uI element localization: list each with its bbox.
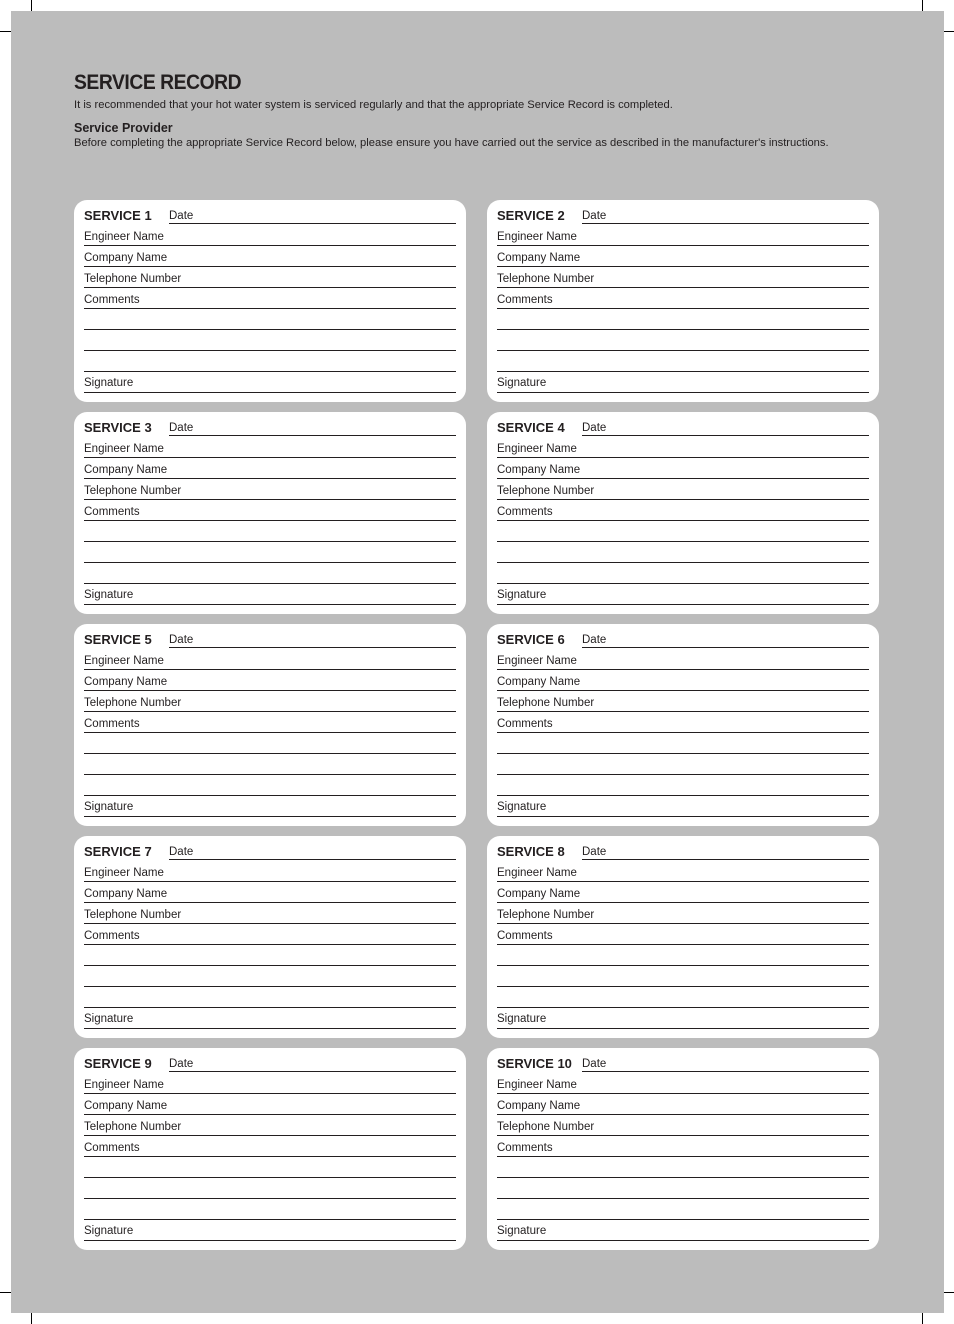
date-label: Date	[169, 846, 194, 858]
engineer-name-label: Engineer Name	[497, 443, 577, 455]
comments-line[interactable]	[84, 1198, 456, 1199]
service-provider-text: Before completing the appropriate Service Record below, please ensure you have carried out the service as described in the manufacturer's instructions.	[74, 137, 829, 149]
telephone-number-label: Telephone Number	[497, 697, 595, 709]
telephone-number-label: Telephone Number	[497, 485, 595, 497]
telephone-number-field[interactable]	[497, 1135, 869, 1136]
comments-line[interactable]	[84, 329, 456, 330]
telephone-number-label: Telephone Number	[497, 273, 595, 285]
engineer-name-field[interactable]	[84, 669, 456, 670]
comments-line[interactable]	[84, 986, 456, 987]
company-name-label: Company Name	[497, 888, 581, 900]
service-title: SERVICE 4	[497, 420, 565, 435]
date-label: Date	[582, 422, 607, 434]
engineer-name-field[interactable]	[497, 457, 869, 458]
engineer-name-field[interactable]	[497, 881, 869, 882]
date-field[interactable]	[169, 859, 456, 860]
company-name-label: Company Name	[84, 676, 168, 688]
service-title: SERVICE 1	[84, 208, 152, 223]
service-title: SERVICE 7	[84, 844, 152, 859]
comments-line[interactable]	[84, 583, 456, 584]
date-field[interactable]	[169, 1071, 456, 1072]
comments-field[interactable]	[84, 1156, 456, 1157]
comments-line[interactable]	[84, 562, 456, 563]
comments-label: Comments	[497, 294, 553, 306]
comments-line[interactable]	[84, 1007, 456, 1008]
signature-field[interactable]	[84, 1240, 456, 1241]
comments-line[interactable]	[84, 753, 456, 754]
date-field[interactable]	[582, 435, 869, 436]
comments-field[interactable]	[497, 308, 869, 309]
comments-label: Comments	[497, 930, 553, 942]
service-card	[487, 200, 879, 402]
telephone-number-label: Telephone Number	[84, 273, 182, 285]
date-label: Date	[169, 210, 194, 222]
engineer-name-label: Engineer Name	[84, 443, 164, 455]
company-name-label: Company Name	[84, 1100, 168, 1112]
comments-line[interactable]	[84, 1177, 456, 1178]
telephone-number-field[interactable]	[497, 711, 869, 712]
date-field[interactable]	[582, 223, 869, 224]
service-card	[74, 200, 466, 402]
company-name-field[interactable]	[84, 266, 456, 267]
comments-field[interactable]	[84, 520, 456, 521]
telephone-number-field[interactable]	[497, 499, 869, 500]
comments-line[interactable]	[497, 1219, 869, 1220]
signature-label: Signature	[84, 1013, 134, 1025]
company-name-field[interactable]	[84, 902, 456, 903]
engineer-name-label: Engineer Name	[497, 867, 577, 879]
telephone-number-field[interactable]	[84, 499, 456, 500]
comments-field[interactable]	[84, 732, 456, 733]
service-title: SERVICE 6	[497, 632, 565, 647]
company-name-label: Company Name	[84, 464, 168, 476]
telephone-number-field[interactable]	[497, 923, 869, 924]
telephone-number-field[interactable]	[497, 287, 869, 288]
engineer-name-field[interactable]	[84, 881, 456, 882]
company-name-label: Company Name	[497, 464, 581, 476]
signature-field[interactable]	[497, 1028, 869, 1029]
date-field[interactable]	[169, 435, 456, 436]
company-name-label: Company Name	[497, 252, 581, 264]
comments-line[interactable]	[84, 350, 456, 351]
engineer-name-field[interactable]	[497, 669, 869, 670]
comments-line[interactable]	[497, 965, 869, 966]
signature-field[interactable]	[497, 1240, 869, 1241]
engineer-name-field[interactable]	[84, 457, 456, 458]
engineer-name-label: Engineer Name	[497, 1079, 577, 1091]
signature-label: Signature	[84, 801, 134, 813]
intro-text: It is recommended that your hot water system is serviced regularly and that the appropriate Service Record is completed.	[74, 99, 673, 111]
service-title: SERVICE 9	[84, 1056, 152, 1071]
company-name-field[interactable]	[497, 902, 869, 903]
service-title: SERVICE 8	[497, 844, 565, 859]
company-name-label: Company Name	[497, 676, 581, 688]
signature-label: Signature	[84, 1225, 134, 1237]
service-card	[487, 836, 879, 1038]
telephone-number-label: Telephone Number	[84, 1121, 182, 1133]
date-label: Date	[169, 422, 194, 434]
page-title: SERVICE RECORD	[74, 71, 242, 94]
comments-line[interactable]	[84, 795, 456, 796]
telephone-number-label: Telephone Number	[84, 909, 182, 921]
comments-line[interactable]	[84, 774, 456, 775]
date-field[interactable]	[169, 223, 456, 224]
signature-field[interactable]	[497, 604, 869, 605]
telephone-number-field[interactable]	[84, 711, 456, 712]
company-name-field[interactable]	[497, 266, 869, 267]
engineer-name-label: Engineer Name	[497, 231, 577, 243]
service-card	[74, 1048, 466, 1250]
company-name-field[interactable]	[497, 478, 869, 479]
signature-label: Signature	[497, 801, 547, 813]
comments-line[interactable]	[497, 795, 869, 796]
date-field[interactable]	[582, 859, 869, 860]
telephone-number-label: Telephone Number	[497, 909, 595, 921]
comments-line[interactable]	[497, 583, 869, 584]
service-title: SERVICE 5	[84, 632, 152, 647]
engineer-name-field[interactable]	[497, 1093, 869, 1094]
signature-field[interactable]	[84, 604, 456, 605]
service-card	[487, 1048, 879, 1250]
engineer-name-field[interactable]	[84, 1093, 456, 1094]
comments-field[interactable]	[84, 944, 456, 945]
telephone-number-field[interactable]	[84, 923, 456, 924]
comments-field[interactable]	[497, 944, 869, 945]
comments-line[interactable]	[497, 329, 869, 330]
comments-line[interactable]	[497, 1177, 869, 1178]
comments-label: Comments	[84, 506, 140, 518]
engineer-name-label: Engineer Name	[84, 655, 164, 667]
comments-line[interactable]	[497, 350, 869, 351]
comments-line[interactable]	[497, 1198, 869, 1199]
engineer-name-label: Engineer Name	[84, 1079, 164, 1091]
comments-line[interactable]	[84, 541, 456, 542]
comments-line[interactable]	[84, 965, 456, 966]
comments-field[interactable]	[497, 520, 869, 521]
service-card	[74, 412, 466, 614]
comments-line[interactable]	[497, 371, 869, 372]
company-name-label: Company Name	[84, 888, 168, 900]
signature-label: Signature	[497, 1013, 547, 1025]
date-label: Date	[582, 1058, 607, 1070]
comments-line[interactable]	[497, 562, 869, 563]
comments-label: Comments	[84, 718, 140, 730]
signature-label: Signature	[497, 377, 547, 389]
telephone-number-field[interactable]	[84, 1135, 456, 1136]
telephone-number-label: Telephone Number	[84, 485, 182, 497]
comments-field[interactable]	[84, 308, 456, 309]
comments-label: Comments	[497, 1142, 553, 1154]
date-label: Date	[582, 634, 607, 646]
date-field[interactable]	[169, 647, 456, 648]
telephone-number-field[interactable]	[84, 287, 456, 288]
service-provider-heading: Service Provider	[74, 121, 173, 135]
comments-label: Comments	[84, 1142, 140, 1154]
service-card	[487, 624, 879, 826]
company-name-field[interactable]	[84, 1114, 456, 1115]
telephone-number-label: Telephone Number	[84, 697, 182, 709]
comments-line[interactable]	[497, 774, 869, 775]
comments-line[interactable]	[84, 371, 456, 372]
comments-field[interactable]	[497, 732, 869, 733]
engineer-name-field[interactable]	[497, 245, 869, 246]
signature-label: Signature	[497, 589, 547, 601]
engineer-name-label: Engineer Name	[84, 867, 164, 879]
comments-line[interactable]	[497, 541, 869, 542]
company-name-field[interactable]	[497, 690, 869, 691]
date-label: Date	[582, 846, 607, 858]
date-label: Date	[169, 634, 194, 646]
signature-field[interactable]	[497, 392, 869, 393]
service-card	[74, 624, 466, 826]
comments-field[interactable]	[497, 1156, 869, 1157]
company-name-field[interactable]	[84, 478, 456, 479]
signature-field[interactable]	[84, 816, 456, 817]
engineer-name-label: Engineer Name	[84, 231, 164, 243]
signature-field[interactable]	[84, 1028, 456, 1029]
engineer-name-label: Engineer Name	[497, 655, 577, 667]
company-name-field[interactable]	[84, 690, 456, 691]
service-title: SERVICE 2	[497, 208, 565, 223]
signature-label: Signature	[84, 589, 134, 601]
signature-field[interactable]	[84, 392, 456, 393]
comments-line[interactable]	[497, 986, 869, 987]
date-label: Date	[169, 1058, 194, 1070]
company-name-field[interactable]	[497, 1114, 869, 1115]
comments-label: Comments	[497, 506, 553, 518]
service-card	[74, 836, 466, 1038]
date-field[interactable]	[582, 1071, 869, 1072]
comments-line[interactable]	[497, 1007, 869, 1008]
engineer-name-field[interactable]	[84, 245, 456, 246]
comments-line[interactable]	[497, 753, 869, 754]
signature-label: Signature	[497, 1225, 547, 1237]
date-label: Date	[582, 210, 607, 222]
signature-field[interactable]	[497, 816, 869, 817]
comments-line[interactable]	[84, 1219, 456, 1220]
date-field[interactable]	[582, 647, 869, 648]
telephone-number-label: Telephone Number	[497, 1121, 595, 1133]
service-card	[487, 412, 879, 614]
comments-label: Comments	[84, 294, 140, 306]
comments-label: Comments	[497, 718, 553, 730]
service-title: SERVICE 10	[497, 1056, 572, 1071]
company-name-label: Company Name	[497, 1100, 581, 1112]
comments-label: Comments	[84, 930, 140, 942]
signature-label: Signature	[84, 377, 134, 389]
service-title: SERVICE 3	[84, 420, 152, 435]
company-name-label: Company Name	[84, 252, 168, 264]
